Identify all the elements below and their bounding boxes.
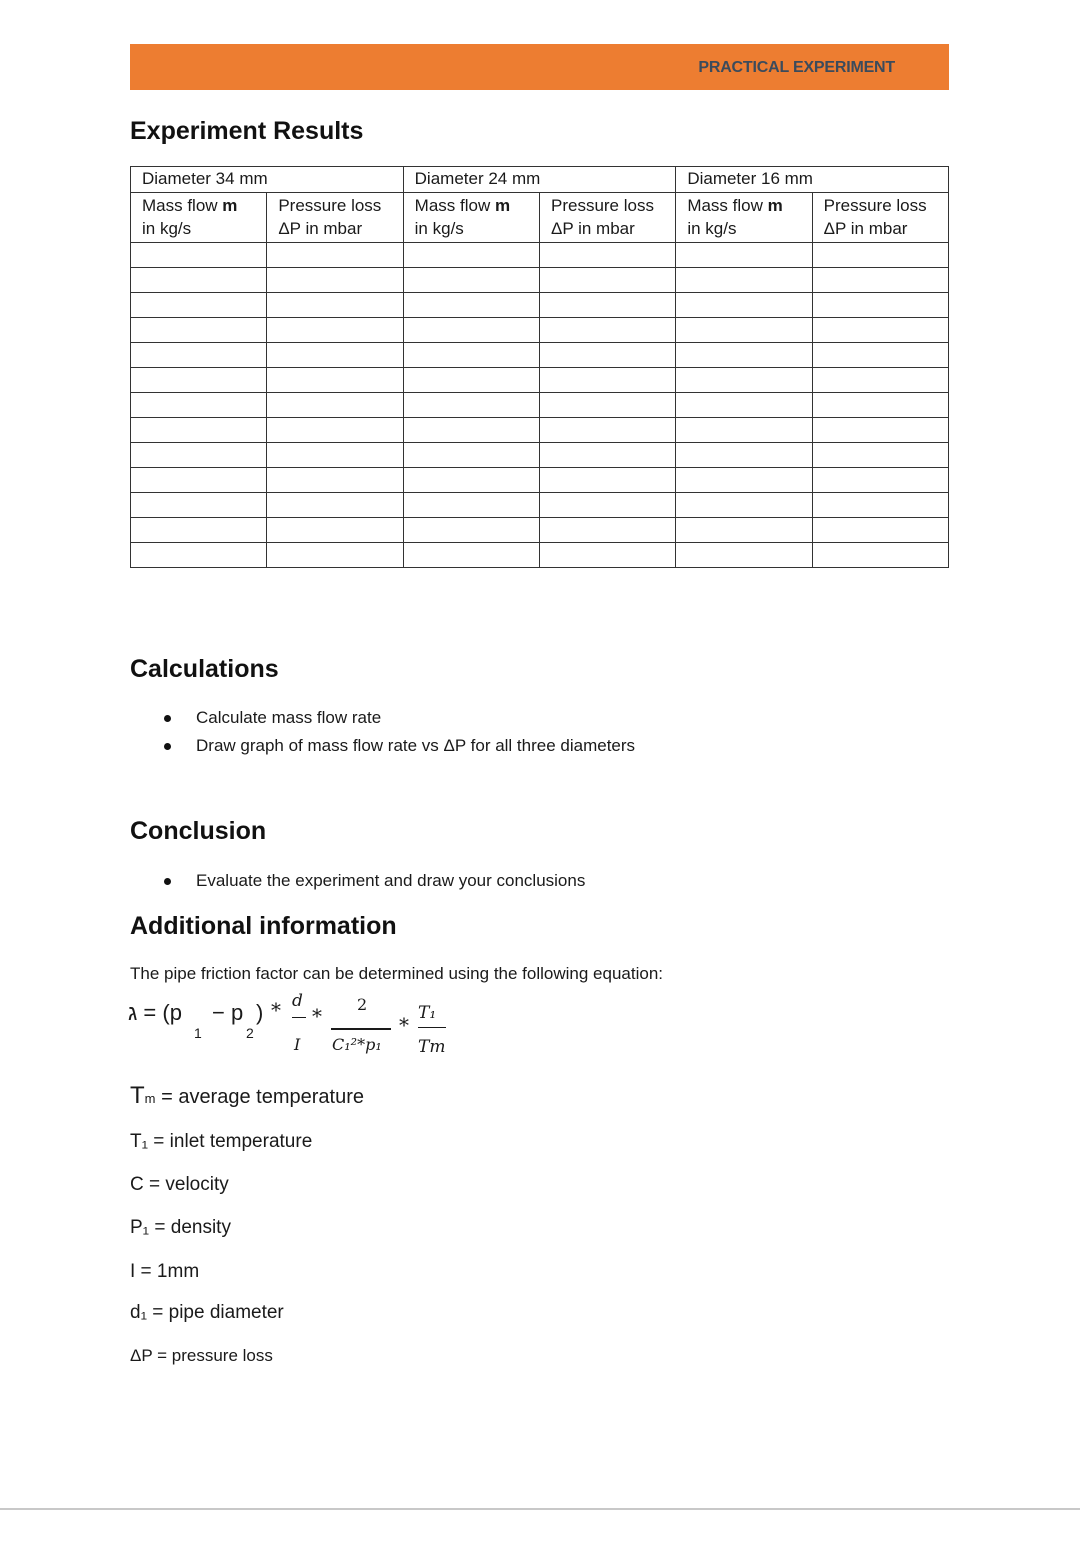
table-cell bbox=[267, 468, 403, 493]
table-cell bbox=[812, 318, 948, 343]
formula-sub-2: 2 bbox=[246, 1025, 254, 1041]
formula-lhs: ג = (p bbox=[128, 1000, 182, 1025]
mass-flow-header: Mass flow m in kg/s bbox=[676, 193, 812, 243]
table-cell bbox=[403, 393, 539, 418]
fraction1-bar bbox=[292, 1017, 306, 1018]
definition-t1: T₁ = inlet temperature bbox=[130, 1131, 313, 1152]
formula-star: * bbox=[271, 998, 281, 1022]
table-cell bbox=[403, 518, 539, 543]
table-cell bbox=[267, 543, 403, 568]
conclusion-heading: Conclusion bbox=[130, 817, 267, 845]
table-subheader-row bbox=[131, 193, 949, 243]
table-cell bbox=[812, 543, 948, 568]
table-cell bbox=[676, 443, 812, 468]
table-cell bbox=[676, 343, 812, 368]
fraction1-denominator: I bbox=[294, 1035, 301, 1054]
definition-c: C = velocity bbox=[130, 1174, 229, 1195]
formula-intro: The pipe friction factor can be determined using the following equation: bbox=[130, 964, 663, 983]
table-cell bbox=[403, 468, 539, 493]
table-cell bbox=[403, 243, 539, 268]
table-cell bbox=[403, 343, 539, 368]
table-cell bbox=[539, 468, 675, 493]
conclusion-list bbox=[130, 870, 585, 898]
results-table bbox=[130, 166, 949, 568]
table-cell bbox=[539, 518, 675, 543]
table-cell bbox=[403, 493, 539, 518]
table-cell bbox=[403, 293, 539, 318]
table-cell bbox=[267, 243, 403, 268]
group-header-34mm: Diameter 34 mm bbox=[131, 167, 404, 193]
definition-d1: d₁ = pipe diameter bbox=[130, 1302, 284, 1323]
fraction2-numerator: 2 bbox=[357, 995, 368, 1014]
formula-minus-p: − p bbox=[212, 1000, 244, 1025]
table-cell bbox=[267, 443, 403, 468]
fraction1-numerator: d bbox=[292, 991, 303, 1011]
table-row bbox=[131, 368, 949, 393]
fraction3-numerator: T₁ bbox=[418, 1003, 437, 1023]
definition-i: I = 1mm bbox=[130, 1261, 200, 1282]
table-cell bbox=[267, 518, 403, 543]
table-cell bbox=[131, 368, 267, 393]
table-cell bbox=[539, 493, 675, 518]
table-cell bbox=[676, 468, 812, 493]
table-cell bbox=[676, 318, 812, 343]
group-header-16mm: Diameter 16 mm bbox=[676, 167, 949, 193]
header-banner bbox=[130, 44, 949, 90]
table-cell bbox=[267, 368, 403, 393]
table-cell bbox=[539, 343, 675, 368]
table-cell bbox=[539, 293, 675, 318]
table-cell bbox=[812, 268, 948, 293]
table-row bbox=[131, 343, 949, 368]
table-row bbox=[131, 268, 949, 293]
table-cell bbox=[403, 318, 539, 343]
table-cell bbox=[539, 418, 675, 443]
table-row bbox=[131, 543, 949, 568]
fraction2-bar bbox=[331, 1028, 391, 1030]
table-row bbox=[131, 493, 949, 518]
table-cell bbox=[131, 493, 267, 518]
table-row bbox=[131, 418, 949, 443]
table-cell bbox=[131, 518, 267, 543]
definition-p1: P₁ = density bbox=[130, 1217, 231, 1238]
table-cell bbox=[539, 318, 675, 343]
table-cell bbox=[403, 368, 539, 393]
additional-information-heading: Additional information bbox=[130, 912, 397, 940]
calculations-list bbox=[130, 707, 635, 763]
calculations-heading: Calculations bbox=[130, 655, 279, 683]
experiment-results-heading: Experiment Results bbox=[130, 117, 364, 145]
table-cell bbox=[539, 443, 675, 468]
table-cell bbox=[403, 418, 539, 443]
group-header-24mm: Diameter 24 mm bbox=[403, 167, 676, 193]
table-row bbox=[131, 393, 949, 418]
table-cell bbox=[131, 468, 267, 493]
table-cell bbox=[267, 493, 403, 518]
table-cell bbox=[812, 293, 948, 318]
table-cell bbox=[676, 268, 812, 293]
table-cell bbox=[812, 343, 948, 368]
table-cell bbox=[812, 393, 948, 418]
table-cell bbox=[812, 518, 948, 543]
table-row bbox=[131, 518, 949, 543]
table-cell bbox=[676, 518, 812, 543]
table-cell bbox=[131, 268, 267, 293]
table-cell bbox=[812, 418, 948, 443]
formula-close-paren: ) bbox=[256, 1000, 264, 1025]
mass-flow-header: Mass flow m in kg/s bbox=[403, 193, 539, 243]
table-cell bbox=[676, 368, 812, 393]
table-cell bbox=[812, 443, 948, 468]
table-cell bbox=[131, 443, 267, 468]
table-cell bbox=[539, 393, 675, 418]
list-item: Draw graph of mass flow rate vs ΔP for all three diameters bbox=[130, 735, 635, 763]
formula-star: * bbox=[399, 1013, 409, 1037]
table-cell bbox=[131, 543, 267, 568]
page-footer-divider bbox=[0, 1508, 1080, 1510]
banner-title: PRACTICAL EXPERIMENT bbox=[698, 59, 895, 76]
table-cell bbox=[676, 243, 812, 268]
table-cell bbox=[267, 293, 403, 318]
table-row bbox=[131, 293, 949, 318]
table-group-header-row bbox=[131, 167, 949, 193]
mass-flow-header: Mass flow m in kg/s bbox=[131, 193, 267, 243]
table-cell bbox=[676, 393, 812, 418]
table-cell bbox=[676, 543, 812, 568]
table-cell bbox=[131, 243, 267, 268]
friction-factor-formula bbox=[128, 991, 488, 1065]
table-cell bbox=[539, 368, 675, 393]
fraction2-denominator: C₁²*p₁ bbox=[332, 1035, 382, 1054]
table-cell bbox=[131, 318, 267, 343]
pressure-loss-header: Pressure loss ΔP in mbar bbox=[812, 193, 948, 243]
table-cell bbox=[131, 418, 267, 443]
pressure-loss-header: Pressure loss ΔP in mbar bbox=[267, 193, 403, 243]
table-cell bbox=[812, 468, 948, 493]
fraction3-denominator: Tm bbox=[418, 1037, 446, 1057]
table-cell bbox=[403, 543, 539, 568]
table-cell bbox=[539, 268, 675, 293]
table-cell bbox=[403, 268, 539, 293]
table-row bbox=[131, 318, 949, 343]
table-cell bbox=[131, 393, 267, 418]
table-cell bbox=[131, 343, 267, 368]
table-row bbox=[131, 243, 949, 268]
list-item: Evaluate the experiment and draw your conclusions bbox=[130, 870, 585, 898]
table-row bbox=[131, 443, 949, 468]
list-item: Calculate mass flow rate bbox=[130, 707, 635, 735]
table-row bbox=[131, 468, 949, 493]
table-cell bbox=[131, 293, 267, 318]
table-cell bbox=[812, 243, 948, 268]
table-cell bbox=[403, 443, 539, 468]
table-cell bbox=[539, 543, 675, 568]
table-cell bbox=[812, 368, 948, 393]
table-cell bbox=[267, 268, 403, 293]
table-cell bbox=[676, 293, 812, 318]
table-cell bbox=[676, 493, 812, 518]
table-cell bbox=[267, 343, 403, 368]
definition-delta-p: ΔP = pressure loss bbox=[130, 1346, 273, 1365]
table-cell bbox=[267, 393, 403, 418]
table-cell bbox=[267, 318, 403, 343]
table-cell bbox=[267, 418, 403, 443]
table-cell bbox=[539, 243, 675, 268]
formula-star: * bbox=[312, 1004, 322, 1028]
pressure-loss-header: Pressure loss ΔP in mbar bbox=[539, 193, 675, 243]
table-cell bbox=[676, 418, 812, 443]
definition-tm: Tm = average temperature bbox=[130, 1082, 364, 1109]
formula-sub-1: 1 bbox=[194, 1025, 202, 1041]
table-cell bbox=[812, 493, 948, 518]
fraction3-bar bbox=[418, 1027, 446, 1028]
